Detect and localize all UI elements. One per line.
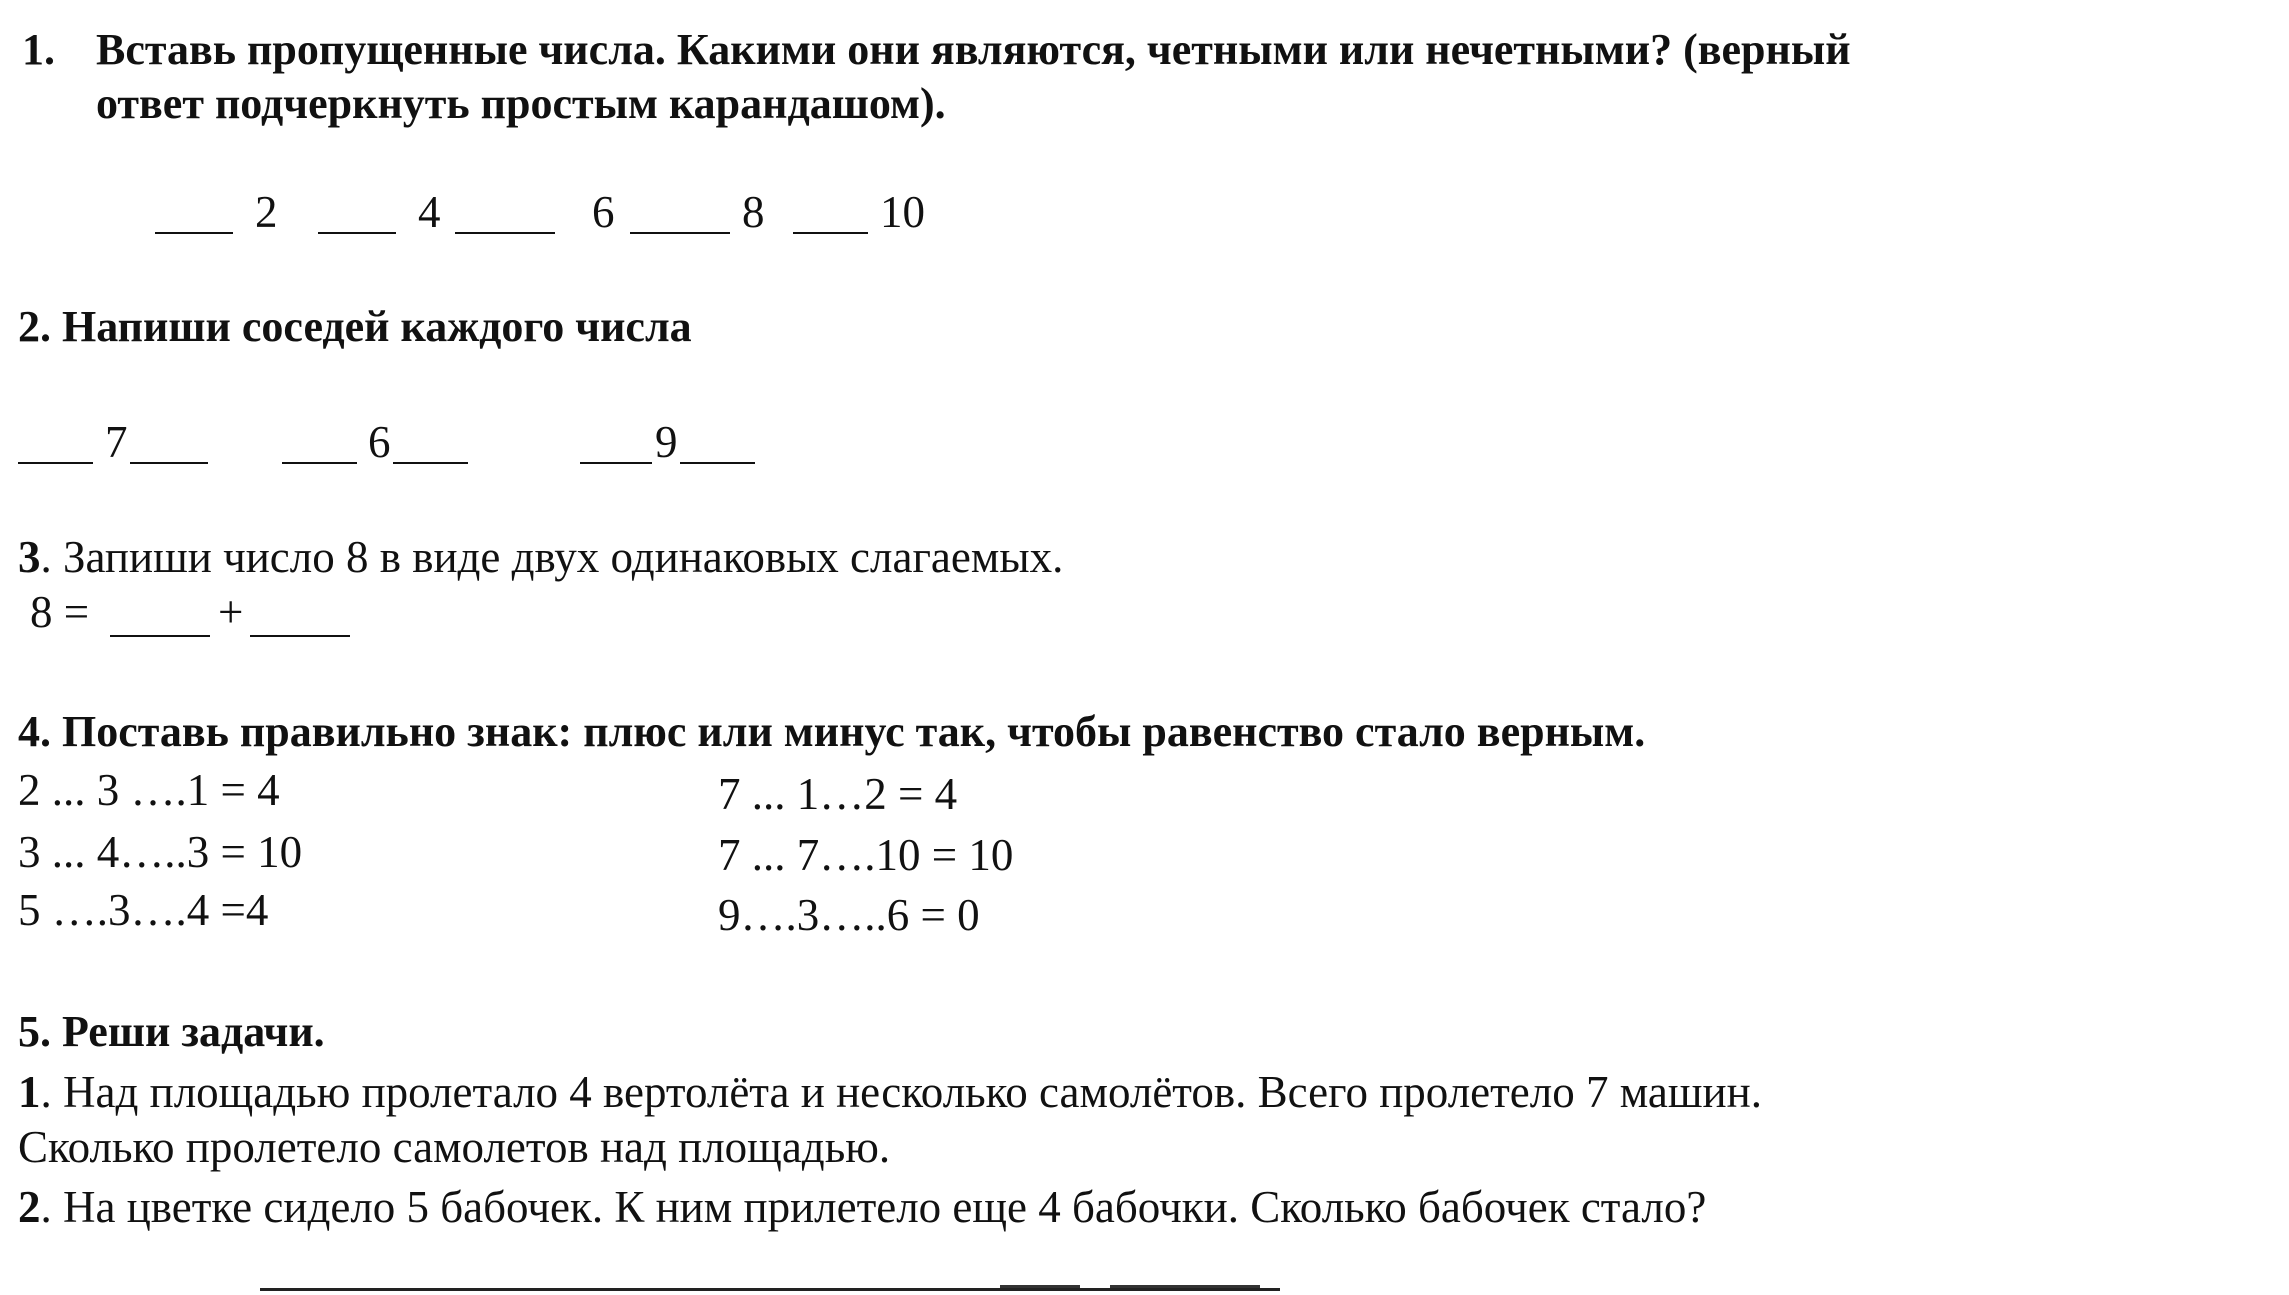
problem1-number: 1 — [18, 1067, 41, 1117]
answer-blank[interactable] — [18, 462, 93, 464]
task4-equation: 3 ... 4…..3 = 10 — [18, 827, 303, 877]
task3-text: . Запиши число 8 в виде двух одинаковых слагаемых. — [40, 532, 1064, 582]
sequence-number: 2 — [255, 187, 278, 237]
problem2-number: 2 — [18, 1182, 41, 1232]
answer-blank[interactable] — [793, 232, 868, 234]
problem2-text: . На цветке сидело 5 бабочек. К ним прилетело еще 4 бабочки. Сколько бабочек стало? — [40, 1182, 1707, 1232]
scan-edge-dash — [1110, 1285, 1260, 1288]
answer-blank[interactable] — [580, 462, 652, 464]
task1-number: 1. — [22, 25, 55, 74]
task2-title: 2. Напиши соседей каждого числа — [18, 302, 692, 351]
task5-problem1-line2: Сколько пролетело самолетов над площадью. — [18, 1122, 891, 1172]
neighbor-number: 9 — [655, 417, 678, 467]
answer-blank[interactable] — [282, 462, 357, 464]
task1-instruction-line1: Вставь пропущенные числа. Какими они являются, четными или нечетными? (верный — [96, 25, 1851, 74]
neighbor-number: 7 — [105, 417, 128, 467]
task4-title: 4. Поставь правильно знак: плюс или минус так, чтобы равенство стало верным. — [18, 707, 1646, 756]
task5-title: 5. Реши задачи. — [18, 1007, 325, 1056]
task1-number-sequence — [0, 187, 1100, 250]
task3-eq-left: 8 = — [30, 587, 90, 637]
answer-blank[interactable] — [155, 232, 233, 234]
task5-problem2 — [18, 1182, 1707, 1232]
answer-blank[interactable] — [455, 232, 555, 234]
task2-neighbors-row — [0, 417, 900, 480]
sequence-number: 6 — [592, 187, 615, 237]
scan-edge-line — [260, 1288, 1280, 1291]
problem1-text: . Над площадью пролетало 4 вертолёта и несколько самолётов. Всего пролетело 7 машин. — [40, 1067, 1762, 1117]
task1-instruction-line2: ответ подчеркнуть простым карандашом). — [96, 79, 946, 128]
answer-blank[interactable] — [318, 232, 396, 234]
sequence-number: 10 — [880, 187, 925, 237]
task3-instruction — [18, 532, 1064, 582]
answer-blank[interactable] — [393, 462, 468, 464]
task4-equation: 7 ... 7….10 = 10 — [718, 830, 1014, 880]
task4-equation: 9….3…..6 = 0 — [718, 890, 980, 940]
answer-blank[interactable] — [110, 635, 210, 637]
sequence-number: 4 — [418, 187, 441, 237]
answer-blank[interactable] — [630, 232, 730, 234]
task5-problem1-line1 — [18, 1067, 1762, 1117]
task4-equation: 2 ... 3 ….1 = 4 — [18, 765, 280, 815]
task3-equation — [30, 587, 90, 637]
scan-edge-dash — [1000, 1285, 1080, 1288]
answer-blank[interactable] — [680, 462, 755, 464]
answer-blank[interactable] — [250, 635, 350, 637]
task4-equation: 7 ... 1…2 = 4 — [718, 769, 958, 819]
task4-equation: 5 ….3….4 =4 — [18, 885, 269, 935]
sequence-number: 8 — [742, 187, 765, 237]
answer-blank[interactable] — [130, 462, 208, 464]
task3-number: 3 — [18, 532, 41, 582]
neighbor-number: 6 — [368, 417, 391, 467]
task3-plus-sign: + — [218, 587, 244, 637]
